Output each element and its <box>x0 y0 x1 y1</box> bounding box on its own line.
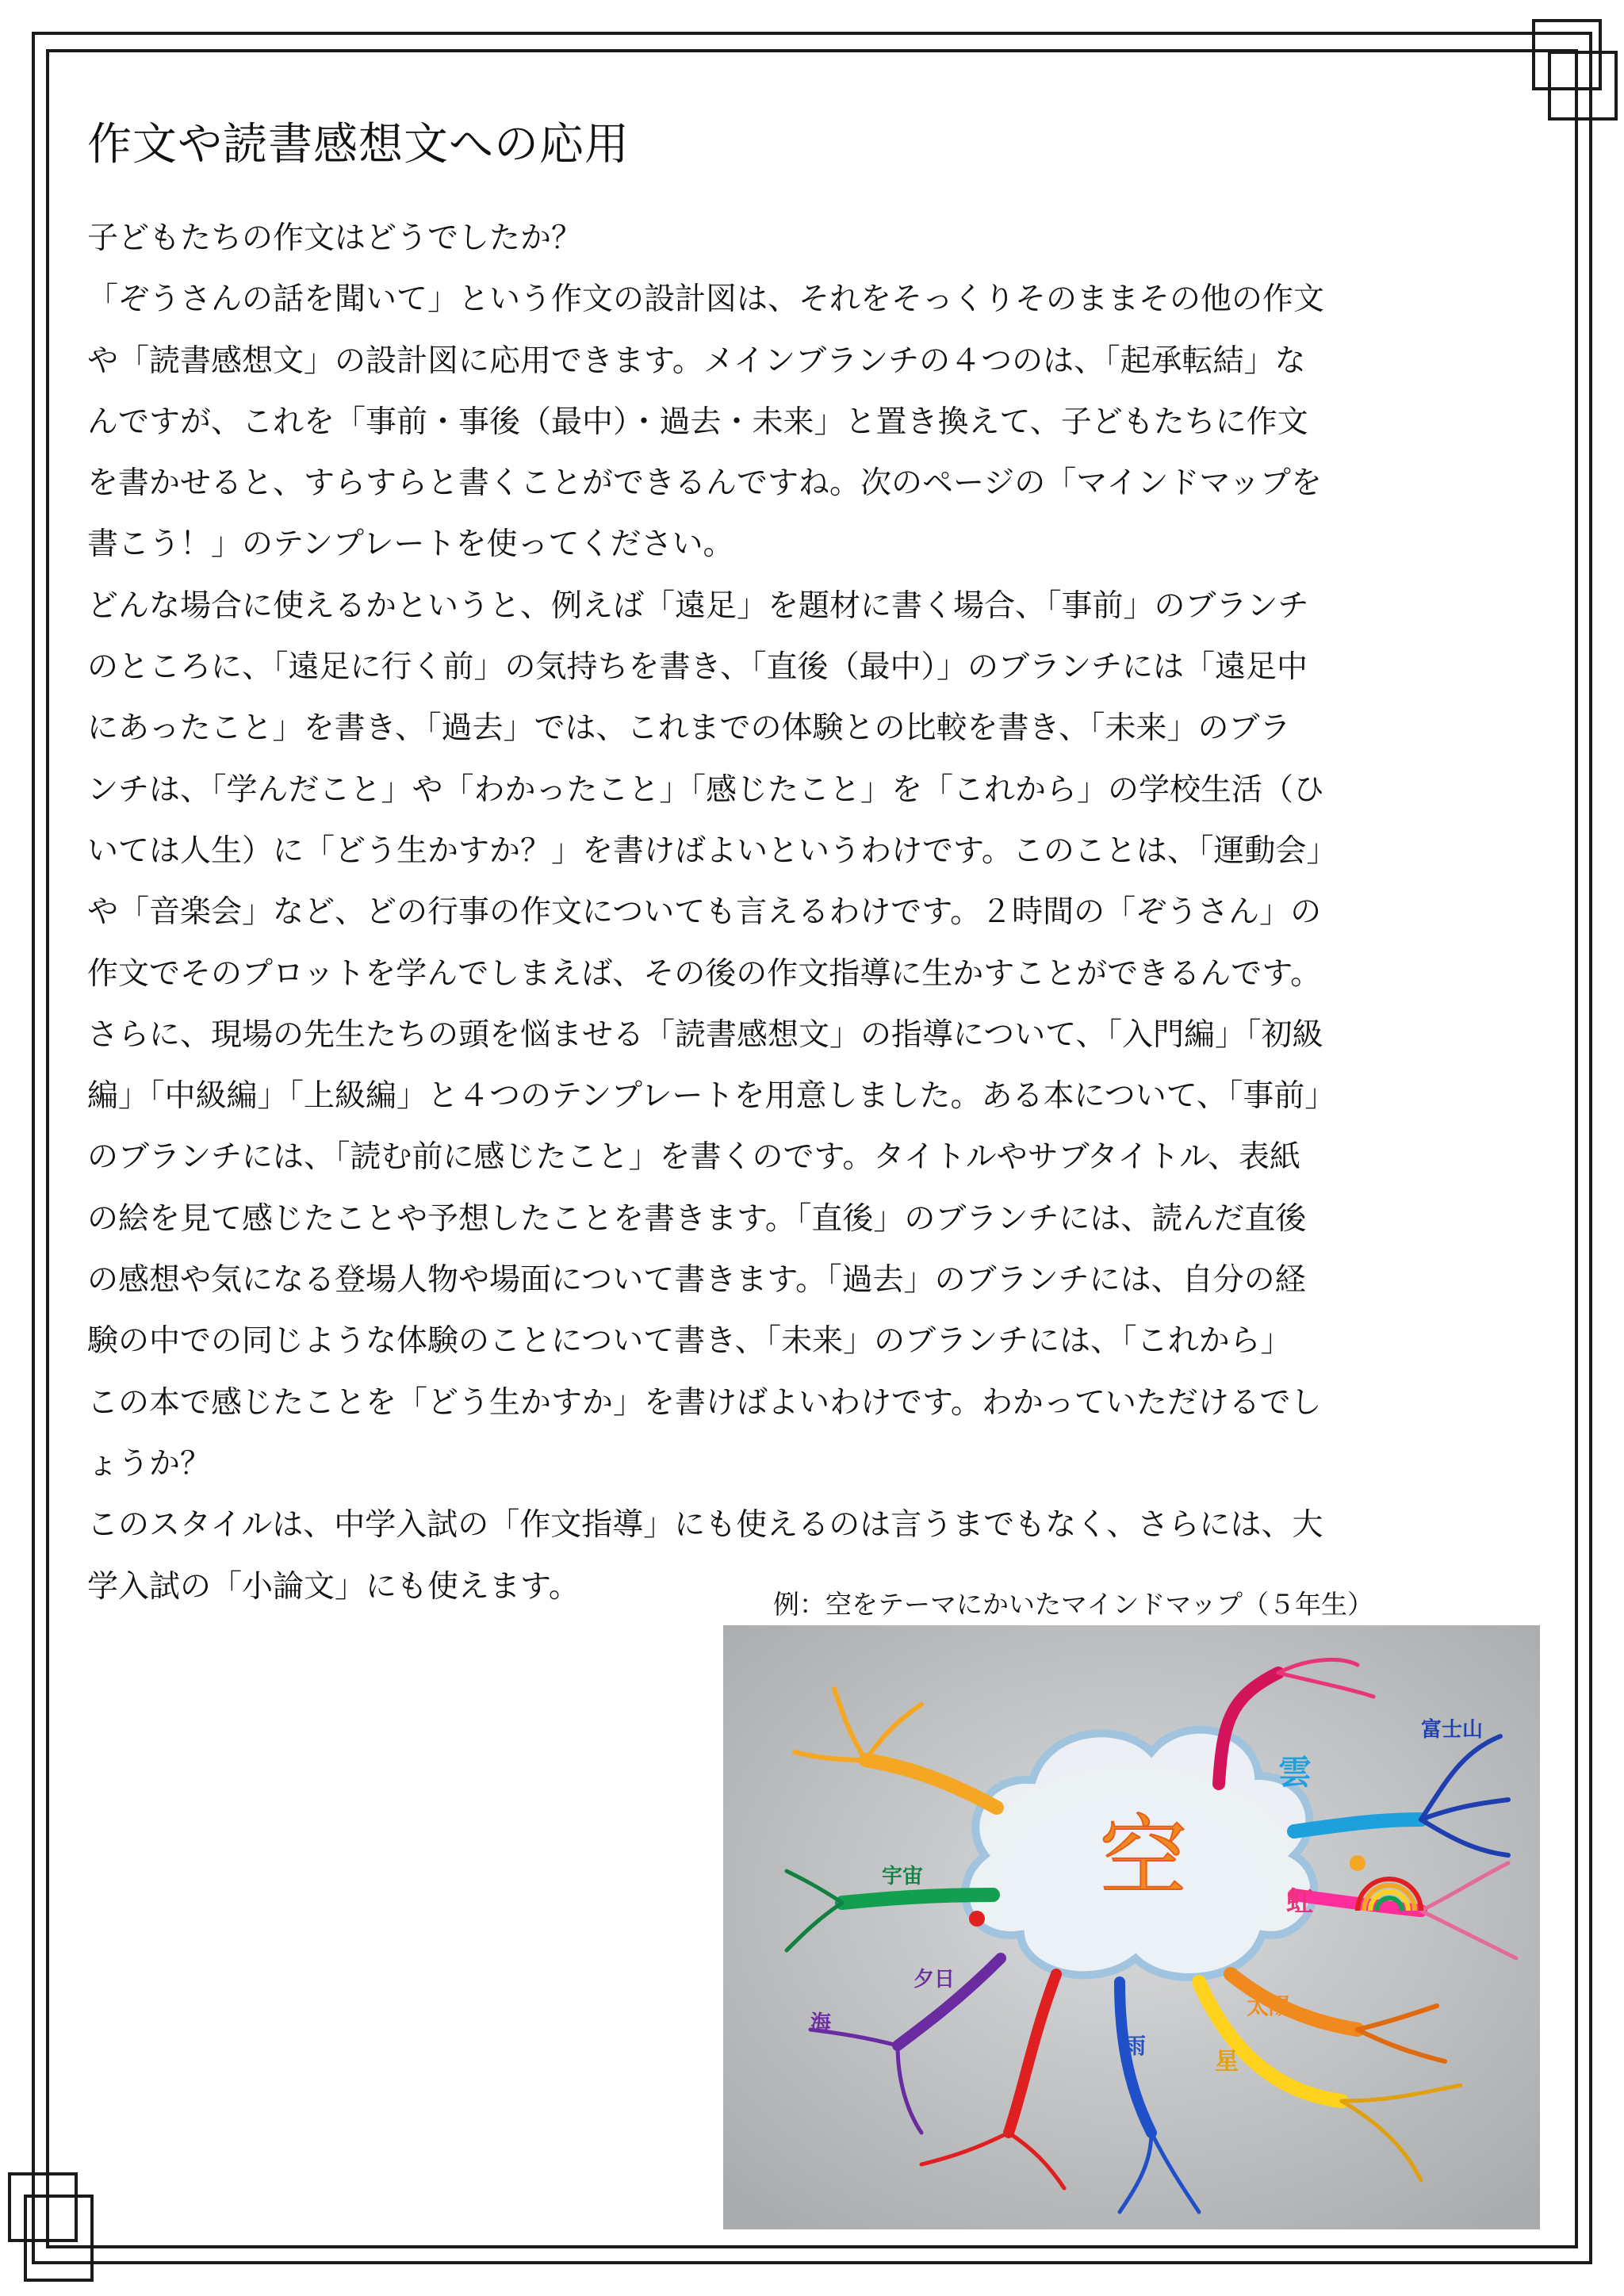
page-title: 作文や読書感想文への応用 <box>87 119 630 170</box>
body-line: のブランチには、「読む前に感じたこと」を書くのです。タイトルやサブタイトル、表紙 <box>87 1139 1300 1176</box>
body-line: のところに、「遠足に行く前」の気持ちを書き、「直後（最中）」のブランチには「遠足中 <box>87 649 1308 686</box>
body-line: や「音楽会」など、どの行事の作文についても言えるわけです。２時間の「ぞうさん」の <box>87 894 1322 931</box>
center-label: 空 <box>1100 1806 1187 1908</box>
label-fuji: 富士山 <box>1421 1718 1484 1742</box>
mindmap-photo <box>723 1625 1540 2229</box>
body-text <box>87 208 1515 1617</box>
body-line: ンチは、「学んだこと」や「わかったこと」「感じたこと」を「これから」の学校生活（ひ <box>87 771 1325 808</box>
label-niji: 虹 <box>1286 1886 1313 1918</box>
body-line: 編」「中級編」「上級編」と４つのテンプレートを用意しました。ある本について、「事前」 <box>87 1078 1336 1115</box>
body-line: さらに、現場の先生たちの頭を悩ませる「読書感想文」の指導について、「入門編」「初級 <box>87 1016 1323 1053</box>
body-line: を書かせると、すらすらと書くことができるんですね。次のページの「マインドマップを <box>87 465 1322 502</box>
body-line: の感想や気になる登場人物や場面について書きます。「過去」のブランチには、自分の経 <box>87 1262 1306 1299</box>
label-hoshi: 星 <box>1215 2048 1239 2076</box>
body-line: 子どもたちの作文はどうでしたか？ <box>87 220 583 256</box>
body-line: このスタイルは、中学入試の「作文指導」にも使えるのは言うまでもなく、さらには、大 <box>87 1507 1323 1544</box>
body-line: いては人生）に「どう生かすか？」を書けばよいというわけです。このことは、「運動会」 <box>87 832 1338 869</box>
body-line: 「ぞうさんの話を聞いて」という作文の設計図は、それをそっくりそのままその他の作文 <box>87 281 1325 318</box>
body-line: どんな場合に使えるかというと、例えば「遠足」を題材に書く場合、「事前」のブランチ <box>87 587 1309 624</box>
body-line: んですが、これを「事前・事後（最中）・過去・未来」と置き換えて、子どもたちに作文 <box>87 404 1308 440</box>
label-yuuhi: 夕日 <box>914 1968 956 1992</box>
body-line: 作文でそのプロットを学んでしまえば、その後の作文指導に生かすことができるんです。 <box>87 955 1322 992</box>
body-line: 書こう！」のテンプレートを使ってください。 <box>87 526 734 563</box>
body-line: ょうか？ <box>87 1445 212 1482</box>
body-line: や「読書感想文」の設計図に応用できます。メインブランチの４つのは、「起承転結」な <box>87 342 1306 379</box>
red-dot <box>969 1911 985 1927</box>
corner-square-bottom-left-2 <box>24 2195 94 2282</box>
sun-drawing <box>1350 1855 1365 1871</box>
branch-green <box>842 1895 993 1903</box>
body-line: この本で感じたことを「どう生かすか」を書けばよいわけです。わかっていただけるでし <box>87 1384 1322 1421</box>
body-line: にあったこと」を書き、「過去」では、これまでの体験との比較を書き、「未来」のブラ <box>87 710 1291 747</box>
label-taiyou: 太陽 <box>1247 1993 1292 2019</box>
figure-caption: 例：空をテーマにかいたマインドマップ（５年生） <box>773 1589 1374 1620</box>
label-ame: 雨 <box>1124 2033 1147 2059</box>
label-uchuu: 宇宙 <box>882 1865 924 1888</box>
label-kumo: 雲 <box>1278 1753 1312 1792</box>
corner-square-top-right-2 <box>1548 51 1618 121</box>
body-line: の絵を見て感じたことや予想したことを書きます。「直後」のブランチには、読んだ直後 <box>87 1200 1307 1237</box>
label-umi: 海 <box>810 2011 832 2035</box>
body-line: 験の中での同じような体験のことについて書き、「未来」のブランチには、「これから」 <box>87 1323 1292 1360</box>
body-line: 学入試の「小論文」にも使えます。 <box>87 1568 580 1605</box>
